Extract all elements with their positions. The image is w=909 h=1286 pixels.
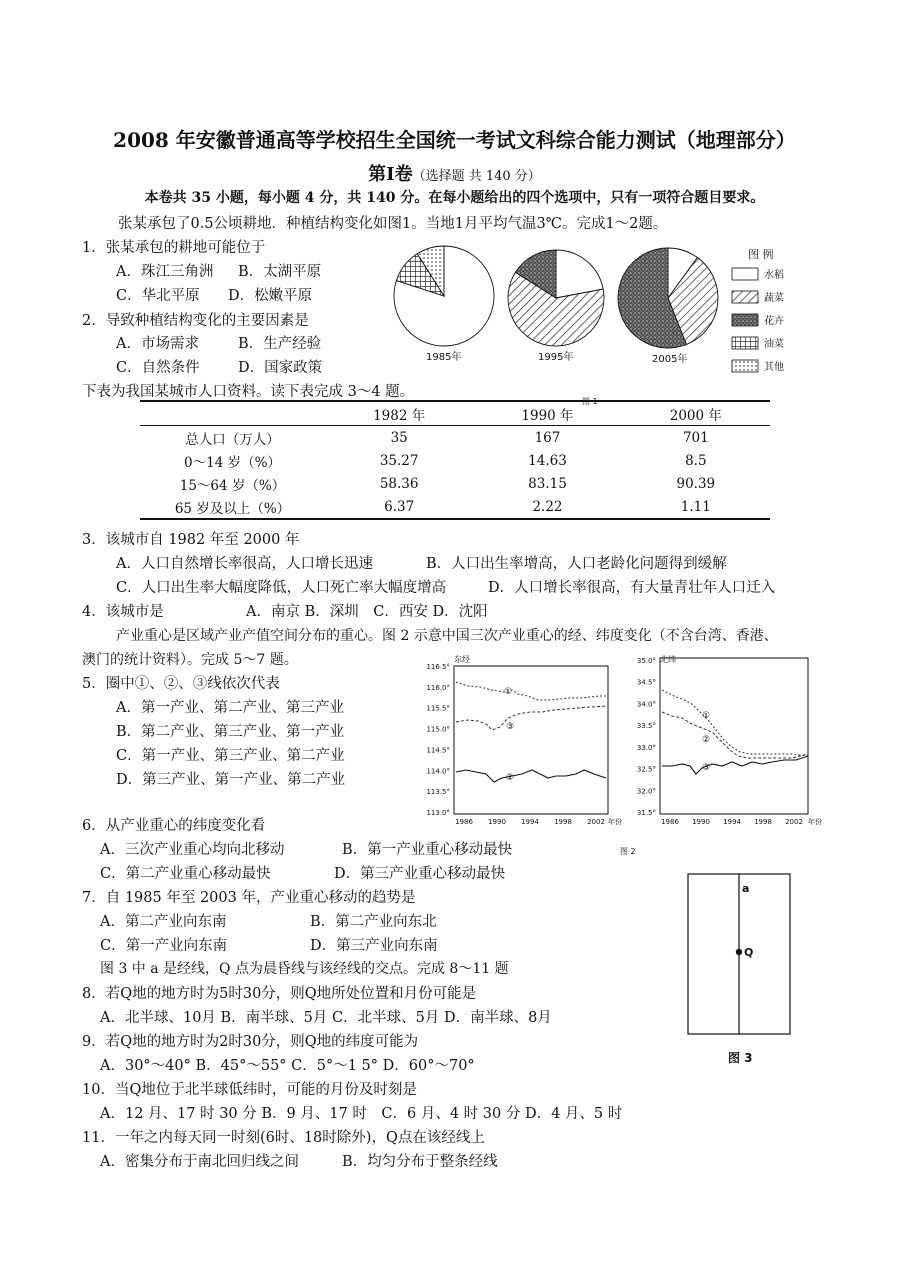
fig2-right-xtick-label: 2002	[785, 818, 803, 826]
table-header-cell	[140, 401, 325, 426]
legend-label-rapeseed: 油菜	[764, 339, 784, 350]
q1-opt-c: C．华北平原	[116, 288, 200, 304]
legend-label-rice: 水稻	[764, 270, 784, 281]
table-header-cell: 2000 年	[669, 407, 722, 424]
fig2-left-xtick-label: 2002	[587, 818, 605, 826]
q3-opt-b: B．人口出生率增高，人口老龄化问题得到缓解	[426, 556, 727, 572]
legend-item-rapeseed	[732, 337, 784, 350]
q3-opt-a: A．人口自然增长率很高，人口增长迅速	[116, 556, 373, 572]
q11-opt-a: A．密集分布于南北回归线之间	[100, 1154, 299, 1170]
volume-label: 第Ⅰ卷	[368, 164, 413, 185]
q2-opt-d: D．国家政策	[238, 360, 323, 376]
legend-item-flower	[732, 314, 784, 327]
figure-3-caption: 图 3	[728, 1051, 753, 1065]
pie-year-2005: 2005年	[652, 354, 688, 365]
q5-opt-c: C．第一产业、第三产业、第二产业	[116, 748, 345, 764]
legend-label-flower: 花卉	[764, 316, 784, 327]
fig2-left-xtick-label: 1986	[455, 818, 473, 826]
q2-opt-c: C．自然条件	[116, 360, 200, 376]
fig2-right-ytick-label: 34.0°	[636, 700, 656, 709]
fig2-right-xlabel: 年份	[808, 818, 822, 826]
legend-item-other	[732, 360, 784, 373]
fig2-left-series-3	[456, 770, 606, 782]
q9-options: A．30°～40° B．45°～55° C．5°～1 5° D．60°～70°	[100, 1058, 475, 1074]
q6-opt-d: D．第三产业重心移动最快	[334, 866, 506, 882]
fig2-right-xtick-label: 1986	[661, 818, 679, 826]
page-title: 2008 年安徽普通高等学校招生全国统一考试文科综合能力测试（地理部分）	[113, 128, 796, 152]
fig2-right-frame	[660, 658, 808, 814]
fig2-right-label-3: ③	[702, 763, 711, 773]
table-cell: 14.63	[528, 452, 567, 469]
fig2-left-xtick-label: 1990	[488, 818, 506, 826]
fig2-right-ytick-label: 32.5°	[636, 765, 656, 774]
table-cell: 35.27	[379, 452, 419, 469]
fig2-left-series-1	[456, 682, 606, 700]
q1-opt-a: A．珠江三角洲	[116, 264, 214, 280]
table-row	[140, 495, 770, 519]
q2-stem: 2．导致种植结构变化的主要因素是	[82, 313, 309, 329]
q4-stem: 4．该城市是	[82, 604, 164, 620]
q5-opt-b: B．第二产业、第三产业、第一产业	[116, 724, 345, 740]
q10-options: A．12 月、17 时 30 分 B．9 月、17 时 C．6 月、4 时 30 分 D．4 月、5 时	[100, 1106, 623, 1122]
fig2-right-ytick-label: 31.5°	[636, 809, 656, 817]
pie-year-1995: 1995年	[538, 352, 574, 363]
intro-q8-11: 图 3 中 a 是经线，Q 点为晨昏线与该经线的交点。完成 8～11 题	[100, 961, 509, 977]
table-cell: 90.39	[676, 475, 716, 492]
table-header-cell: 1990 年	[521, 407, 574, 424]
fig2-left-ytick-label: 115.5°	[426, 704, 450, 713]
legend-label-vegetable: 蔬菜	[764, 293, 784, 304]
fig2-left-ytick-label: 114.0°	[426, 767, 450, 776]
volume-note: （选择题 共 140 分）	[412, 169, 541, 184]
fig2-left-xtick-label: 1998	[554, 818, 572, 826]
q7-opt-a: A．第二产业向东南	[100, 914, 227, 930]
table-cell: 65 岁及以上（%）	[174, 500, 291, 517]
table-row	[140, 449, 770, 472]
fig2-right-xtick-label: 1994	[723, 818, 741, 826]
q5-stem: 5．圈中①、②、③线依次代表	[82, 676, 280, 692]
table-cell: 15～64 岁（%）	[179, 477, 286, 494]
fig3-label-q: Q	[744, 946, 754, 959]
table-row	[140, 426, 770, 450]
table-cell: 1.11	[680, 498, 711, 515]
fig2-left-ytick-label: 114.5°	[426, 746, 450, 755]
q8-stem: 8．若Q地的地方时为5时30分，则Q地所处位置和月份可能是	[82, 986, 477, 1002]
fig2-right-axis-title: 北纬	[660, 655, 676, 664]
fig2-right-ytick-label: 34.5°	[636, 678, 656, 687]
q7-opt-c: C．第一产业向东南	[100, 938, 228, 954]
q2-opt-b: B．生产经验	[238, 336, 322, 352]
table-header-cell: 1982 年	[373, 407, 426, 424]
table-cell: 701	[682, 429, 709, 446]
fig2-right-series-3	[662, 756, 808, 774]
q3-opt-d: D．人口增长率很高，有大量青壮年人口迁入	[488, 580, 776, 596]
q7-stem: 7．自 1985 年至 2003 年，产业重心移动的趋势是	[82, 890, 416, 906]
fig2-right-series-2	[662, 712, 808, 758]
fig2-right-xtick-label: 1990	[692, 818, 710, 826]
intro-q5-7-line1: 产业重心是区域产业产值空间分布的重心。图 2 示意中国三次产业重心的经、纬度变化（不含台湾、香港、	[116, 628, 778, 644]
figure-1-caption: 图 1	[582, 397, 598, 406]
fig2-left-axis-title: 东经	[454, 655, 470, 664]
q9-stem: 9．若Q地的地方时为2时30分，则Q地的纬度可能为	[82, 1034, 419, 1050]
fig2-right-ytick-label: 32.0°	[636, 787, 656, 796]
legend-label-other: 其他	[764, 362, 784, 373]
instructions: 本卷共 35 小题，每小题 4 分，共 140 分。在每小题给出的四个选项中，只有一项符合题目要求。	[144, 190, 765, 206]
fig3-label-a: a	[742, 882, 750, 895]
fig2-right-label-2: ②	[702, 735, 711, 745]
fig2-left-frame	[454, 666, 608, 814]
fig2-right-ytick-label: 33.0°	[636, 743, 656, 752]
fig2-left-xlabel: 年份	[608, 818, 622, 826]
fig2-left-ytick-label: 115.0°	[426, 725, 450, 734]
figure-1	[390, 236, 810, 406]
q6-opt-a: A．三次产业重心均向北移动	[100, 842, 285, 858]
fig2-left-series-2	[456, 706, 606, 730]
figure-3	[680, 870, 800, 1070]
q11-stem: 11．一年之内每天同一时刻(6时、18时除外)，Q点在该经线上	[82, 1130, 485, 1146]
q10-stem: 10．当Q地位于北半球低纬时，可能的月份及时刻是	[82, 1082, 417, 1098]
fig2-left-xtick-label: 1994	[521, 818, 539, 826]
table-cell: 8.5	[685, 452, 707, 469]
figure-2	[420, 652, 840, 862]
q2-opt-a: A．市场需求	[116, 336, 199, 352]
table-cell: 0～14 岁（%）	[184, 454, 281, 471]
legend-item-vegetable	[732, 291, 784, 304]
table-cell: 6.37	[384, 498, 415, 515]
fig2-right-label-1: ①	[702, 711, 711, 721]
intro-q3-4: 下表为我国某城市人口资料。读下表完成 3～4 题。	[82, 384, 415, 400]
q6-opt-b: B．第一产业重心移动最快	[342, 842, 513, 858]
fig2-left-ytick-label: 116.0°	[426, 683, 450, 692]
q3-stem: 3．该城市自 1982 年至 2000 年	[82, 532, 300, 548]
pie-year-1985: 1985年	[426, 352, 462, 363]
q6-stem: 6．从产业重心的纬度变化看	[82, 818, 266, 834]
fig2-left-label-1: ①	[504, 687, 513, 697]
legend-title: 图 例	[748, 248, 774, 261]
fig2-right-series-1	[662, 690, 808, 756]
table-cell: 35	[390, 429, 408, 446]
figure-2-caption: 图 2	[620, 847, 636, 856]
fig2-left-ytick-label: 113.5°	[426, 788, 450, 797]
q5-opt-a: A．第一产业、第二产业、第三产业	[116, 700, 344, 716]
table-cell: 83.15	[528, 475, 567, 492]
q1-stem: 1．张某承包的耕地可能位于	[82, 240, 266, 256]
q7-opt-d: D．第三产业向东南	[310, 938, 438, 954]
table-header-row	[140, 401, 770, 426]
q8-options: A．北半球、10月 B．南半球、5月 C．北半球、5月 D．南半球、8月	[100, 1010, 552, 1026]
table-row	[140, 472, 770, 495]
fig2-right-ytick-label: 35.0°	[636, 657, 656, 665]
population-table	[140, 400, 770, 520]
q1-opt-d: D．松嫩平原	[228, 288, 313, 304]
table-cell: 167	[534, 429, 561, 446]
table-cell: 2.22	[532, 498, 563, 515]
q4-options: A．南京 B．深圳 C．西安 D．沈阳	[246, 604, 488, 620]
fig2-right-xtick-label: 1998	[754, 818, 772, 826]
q1-opt-b: B．太湖平原	[238, 264, 322, 280]
intro-q5-7-line2: 澳门的统计资料）。完成 5～7 题。	[82, 652, 298, 668]
fig2-left-label-3: ③	[506, 722, 515, 732]
q6-opt-c: C．第二产业重心移动最快	[100, 866, 271, 882]
legend-item-rice	[732, 268, 784, 281]
intro-q1-2: 张某承包了0.5公顷耕地．种植结构变化如图1。当地1月平均气温3℃。完成1～2题。	[118, 216, 668, 232]
q7-opt-b: B．第二产业向东北	[310, 914, 437, 930]
fig2-left-ytick-label: 116.5°	[426, 663, 450, 671]
volume-heading	[0, 160, 909, 186]
fig2-right-ytick-label: 33.5°	[636, 722, 656, 731]
table-cell: 总人口（万人）	[185, 431, 280, 448]
fig2-left-ytick-label: 113.0°	[426, 809, 450, 817]
q5-opt-d: D．第三产业、第一产业、第二产业	[116, 772, 346, 788]
fig2-left-label-2: ②	[506, 773, 515, 783]
table-cell: 58.36	[379, 475, 419, 492]
q11-opt-b: B．均匀分布于整条经线	[342, 1154, 498, 1170]
q3-opt-c: C．人口出生率大幅度降低，人口死亡率大幅度增高	[116, 580, 447, 596]
fig3-point-q	[736, 949, 742, 955]
